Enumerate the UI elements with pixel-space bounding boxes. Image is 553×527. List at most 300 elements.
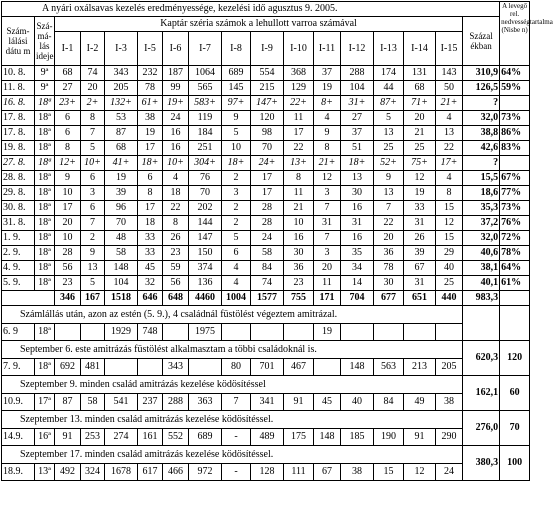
section-value [105,359,138,376]
row-value: 32 [138,276,163,291]
row-value: 97+ [222,96,251,111]
table-row [2,96,530,111]
row-value: 374 [189,261,222,276]
table-row [2,261,530,276]
row-value: 51 [341,141,374,156]
days-header: Szá-má-lás ideje [35,17,55,66]
row-value: 22+ [284,96,314,111]
row-value: 148 [105,261,138,276]
table-row [2,186,530,201]
row-value: 147+ [251,96,284,111]
row-value: 7 [81,216,105,231]
row-value: 71+ [404,96,436,111]
row-value: 17 [55,201,81,216]
row-value: 22 [436,141,463,156]
row-humidity: 61% [500,276,530,291]
table-row [2,81,530,96]
row-value: 202 [189,201,222,216]
row-humidity: 64% [500,261,530,276]
row-value: 3 [222,186,251,201]
table-row [2,216,530,231]
section-value: 274 [105,429,138,446]
section-heading: Szeptember 17. minden család amitrázás kezelése ködösítéssel. [2,446,463,464]
row-value: 31 [314,216,341,231]
row-value: 99 [163,81,189,96]
section-value: 489 [251,429,284,446]
section-days: 17ª [35,394,55,411]
total-value: 651 [404,291,436,306]
table-row [2,126,530,141]
section-value [189,359,222,376]
row-value: 16 [163,126,189,141]
total-value: 171 [314,291,341,306]
section-value: 563 [374,359,404,376]
section-value: 492 [55,464,81,481]
row-value: 174 [374,66,404,81]
row-value: 27 [55,81,81,96]
row-value: 58 [251,246,284,261]
row-value: 4 [436,111,463,126]
section-value: 7 [222,394,251,411]
row-value: 22 [284,141,314,156]
row-value: 23 [284,276,314,291]
row-value: 21 [404,126,436,141]
row-value: 25 [436,276,463,291]
row-value: 33 [138,231,163,246]
row-value: 2 [222,216,251,231]
row-days: 18ª [35,126,55,141]
total-value: 1004 [222,291,251,306]
row-value: 29 [436,246,463,261]
row-value: 8 [163,216,189,231]
section-data-row [2,394,530,411]
section-value: 972 [189,464,222,481]
row-value: 20 [81,81,105,96]
totals-row [2,291,530,306]
row-date: 17. 8. [2,111,35,126]
table-row [2,276,530,291]
section-value: 213 [404,359,436,376]
row-value: 45 [138,261,163,276]
table-row [2,231,530,246]
section-value: 45 [314,394,341,411]
section-value [81,324,105,341]
row-percent: 37,2 [463,216,500,231]
row-value: 6 [81,171,105,186]
section-value [436,324,463,341]
row-value: 18+ [222,156,251,171]
section-data-row [2,464,530,481]
row-humidity [500,156,530,171]
row-percent: 310,9 [463,66,500,81]
row-date: 16. 8. [2,96,35,111]
section-value: 91 [404,429,436,446]
row-value: 78 [374,261,404,276]
section-humidity: 120 [500,341,530,376]
row-value: 28 [251,201,284,216]
row-date: 29. 8. [2,186,35,201]
row-days: 18ª [35,276,55,291]
hives-caption: Kaptár széria számok a lehullott varroa számával [55,17,463,32]
row-days: 18ª [35,201,55,216]
row-date: 5. 9. [2,276,35,291]
section-value: 58 [81,394,105,411]
section-value: 12 [404,464,436,481]
section-value: 341 [251,394,284,411]
row-value: 6 [222,246,251,261]
row-date: 19. 8. [2,141,35,156]
row-value: 26 [163,231,189,246]
row-value: 52+ [374,156,404,171]
section-value [374,324,404,341]
section-value: 24 [436,464,463,481]
hive-header: I-3 [105,32,138,66]
row-value: 24+ [251,156,284,171]
row-percent: ? [463,96,500,111]
section-value: 1929 [105,324,138,341]
row-value: 48 [105,231,138,246]
row-value: 98 [251,126,284,141]
section-value: 1678 [105,464,138,481]
row-value: 10+ [81,156,105,171]
row-value: 13 [341,171,374,186]
section-date: 6. 9 [2,324,35,341]
row-value: 40 [436,261,463,276]
row-humidity: 73% [500,111,530,126]
row-value: 3 [314,186,341,201]
row-value: 68 [55,66,81,81]
hive-header: I-14 [404,32,436,66]
section-value: 253 [81,429,105,446]
row-value: 583+ [189,96,222,111]
row-percent: 15,5 [463,171,500,186]
row-value: 8+ [314,96,341,111]
row-value: 147 [189,231,222,246]
section-value: 689 [189,429,222,446]
row-days: 18ª [35,171,55,186]
row-value: 184 [189,126,222,141]
row-value: 75+ [404,156,436,171]
section-value: 87 [55,394,81,411]
section-value: 91 [55,429,81,446]
row-value: 23 [163,246,189,261]
row-value: 13 [436,126,463,141]
row-value: 8 [138,186,163,201]
section-date: 14.9. [2,429,35,446]
row-value: 36 [374,246,404,261]
row-value: 8 [314,141,341,156]
section-value [138,359,163,376]
row-value: 13 [81,261,105,276]
row-value: 33 [138,246,163,261]
row-days: 18ª [35,216,55,231]
row-value: 554 [251,66,284,81]
row-value: 6 [138,171,163,186]
row-percent: 38,8 [463,126,500,141]
row-value: 19+ [163,96,189,111]
row-value: 2 [222,201,251,216]
row-value: 17 [138,201,163,216]
row-value: 16 [341,231,374,246]
row-value: 8 [55,141,81,156]
table-row [2,246,530,261]
section-value: 49 [404,394,436,411]
row-humidity: 78% [500,246,530,261]
row-value: 7 [81,126,105,141]
row-value: 10 [284,216,314,231]
row-percent: 18,6 [463,186,500,201]
row-value: 19 [105,171,138,186]
section-value: 692 [55,359,81,376]
row-value: 143 [436,66,463,81]
row-value: 20 [314,261,341,276]
row-date: 31. 8. [2,216,35,231]
table-row [2,171,530,186]
row-humidity: 73% [500,201,530,216]
row-value: 4 [222,261,251,276]
row-value: 67 [404,261,436,276]
section-value: 128 [251,464,284,481]
row-value: 205 [105,81,138,96]
row-value: 28 [55,246,81,261]
row-value: 304+ [189,156,222,171]
section-value: 38 [341,464,374,481]
row-value: 145 [222,81,251,96]
section-date: 7. 9. [2,359,35,376]
hive-header: I-10 [284,32,314,66]
row-value: 12 [404,171,436,186]
row-percent: 35,3 [463,201,500,216]
row-humidity: 77% [500,186,530,201]
row-value: 22 [163,201,189,216]
row-value: 132+ [105,96,138,111]
row-value: 70 [105,216,138,231]
section-value [314,359,341,376]
hive-header: I-11 [314,32,341,66]
section-value: 38 [436,394,463,411]
row-value: 120 [251,111,284,126]
row-date: 11. 8. [2,81,35,96]
section-value: 15 [374,464,404,481]
section-heading: Szeptember 9. minden család amitrázás kezelése ködösítéssel [2,376,463,394]
section-value: 617 [138,464,163,481]
hive-header: I-9 [251,32,284,66]
section-value: 481 [81,359,105,376]
row-value: 150 [189,246,222,261]
section-data-row [2,429,530,446]
row-days: 18ª [35,186,55,201]
row-value: 19 [314,81,341,96]
row-value: 11 [284,111,314,126]
row-date: 27. 8. [2,156,35,171]
row-value: 76 [189,171,222,186]
hive-header-row [2,32,530,66]
section-value [163,324,189,341]
row-value: 22 [374,216,404,231]
row-value: 78 [138,81,163,96]
row-value: 58 [105,246,138,261]
row-value: 87 [105,126,138,141]
row-value: 25 [404,141,436,156]
total-value: 167 [81,291,105,306]
row-days: 9ª [35,66,55,81]
row-days: 18ª [35,246,55,261]
row-percent: 40,6 [463,246,500,261]
row-value: 30 [374,276,404,291]
row-value: 31 [404,276,436,291]
row-value: 17 [138,141,163,156]
hive-header: I-6 [163,32,189,66]
row-value: 689 [222,66,251,81]
row-humidity: 64% [500,66,530,81]
date-header: Szám-lálási dátu m [2,17,35,66]
row-value: 8 [81,111,105,126]
row-value: 565 [189,81,222,96]
row-value: 33 [404,201,436,216]
row-percent: 126,5 [463,81,500,96]
section-percent: 620,3 [463,341,500,376]
row-percent: 42,6 [463,141,500,156]
row-date: 28. 8. [2,171,35,186]
section-value: 290 [436,429,463,446]
total-value: 1577 [251,291,284,306]
row-value: 30 [341,186,374,201]
row-value: 17 [251,171,284,186]
row-humidity: 83% [500,141,530,156]
section-value [341,324,374,341]
row-value: 144 [189,216,222,231]
section-value [222,324,251,341]
row-value: 17+ [436,156,463,171]
row-value: 39 [404,246,436,261]
row-days: 18ª [35,111,55,126]
row-value: 74 [81,66,105,81]
row-value: 44 [374,81,404,96]
total-value: 677 [374,291,404,306]
row-value: 10 [55,231,81,246]
row-percent: 38,1 [463,261,500,276]
row-value: 104 [341,81,374,96]
row-date: 30. 8. [2,201,35,216]
row-value: 20 [374,231,404,246]
section-heading-row [2,341,530,359]
section-humidity: 100 [500,446,530,481]
section-heading: September 6. este amitrázás füstölést alkalmasztam a többi családoknál is. [2,341,463,359]
row-value: 23 [55,276,81,291]
row-value: 10 [55,186,81,201]
total-percent: 983,3 [463,291,500,306]
row-value: 9 [222,111,251,126]
row-value: 28 [251,216,284,231]
row-value: 50 [436,81,463,96]
section-value: 111 [284,464,314,481]
row-value: 61+ [138,96,163,111]
section-value: 190 [374,429,404,446]
row-value: 13+ [284,156,314,171]
section-value: 363 [189,394,222,411]
row-value: 21 [284,201,314,216]
row-value: 18 [138,216,163,231]
row-value: 9 [374,171,404,186]
section-value: 701 [251,359,284,376]
row-value: 288 [341,66,374,81]
row-value: 12 [436,216,463,231]
total-value: 346 [55,291,81,306]
section-days: 16ª [35,429,55,446]
row-date: 10. 8. [2,66,35,81]
section-value: 67 [314,464,341,481]
section-value: 466 [163,464,189,481]
total-value: 646 [138,291,163,306]
row-value: 2+ [81,96,105,111]
section-percent [463,306,500,341]
row-value: 10+ [163,156,189,171]
row-value: 16 [284,231,314,246]
section-value: 237 [138,394,163,411]
total-value: 4460 [189,291,222,306]
row-value: 12+ [55,156,81,171]
row-value: 8 [284,171,314,186]
row-value: 4 [163,171,189,186]
row-value: 5 [222,231,251,246]
total-value: 1518 [105,291,138,306]
row-value: 16 [163,141,189,156]
row-value: 3 [81,186,105,201]
hive-header: I-1 [55,32,81,66]
row-value: 37 [314,66,341,81]
section-data-row [2,359,530,376]
hive-header: I-7 [189,32,222,66]
row-value: 136 [189,276,222,291]
section-value: 148 [314,429,341,446]
section-value [404,324,436,341]
row-value: 9 [81,246,105,261]
section-value: 185 [341,429,374,446]
row-value: 27 [341,111,374,126]
row-value: 4 [314,111,341,126]
row-value: 232 [138,66,163,81]
row-value: 19 [404,186,436,201]
section-value: 84 [374,394,404,411]
section-heading-row [2,411,530,429]
row-value: 37 [341,126,374,141]
section-percent: 380,3 [463,446,500,481]
row-value: 6 [81,201,105,216]
section-value [251,324,284,341]
row-value: 18+ [138,156,163,171]
row-value: 15 [436,231,463,246]
row-value: 24 [251,231,284,246]
totals-empty [2,291,55,306]
row-value: 15 [436,201,463,216]
row-value: 12 [314,171,341,186]
row-value: 24 [163,111,189,126]
hive-header: I-13 [374,32,404,66]
row-value: 18 [163,186,189,201]
table-row [2,111,530,126]
total-value: 648 [163,291,189,306]
row-value: 31 [341,216,374,231]
row-humidity: 76% [500,216,530,231]
section-value: 80 [222,359,251,376]
row-value: 18+ [341,156,374,171]
row-humidity [500,96,530,111]
row-days: 9ª [35,81,55,96]
row-value: 35 [341,246,374,261]
row-value: 56 [55,261,81,276]
section-heading-row [2,446,530,464]
row-value: 53 [105,111,138,126]
